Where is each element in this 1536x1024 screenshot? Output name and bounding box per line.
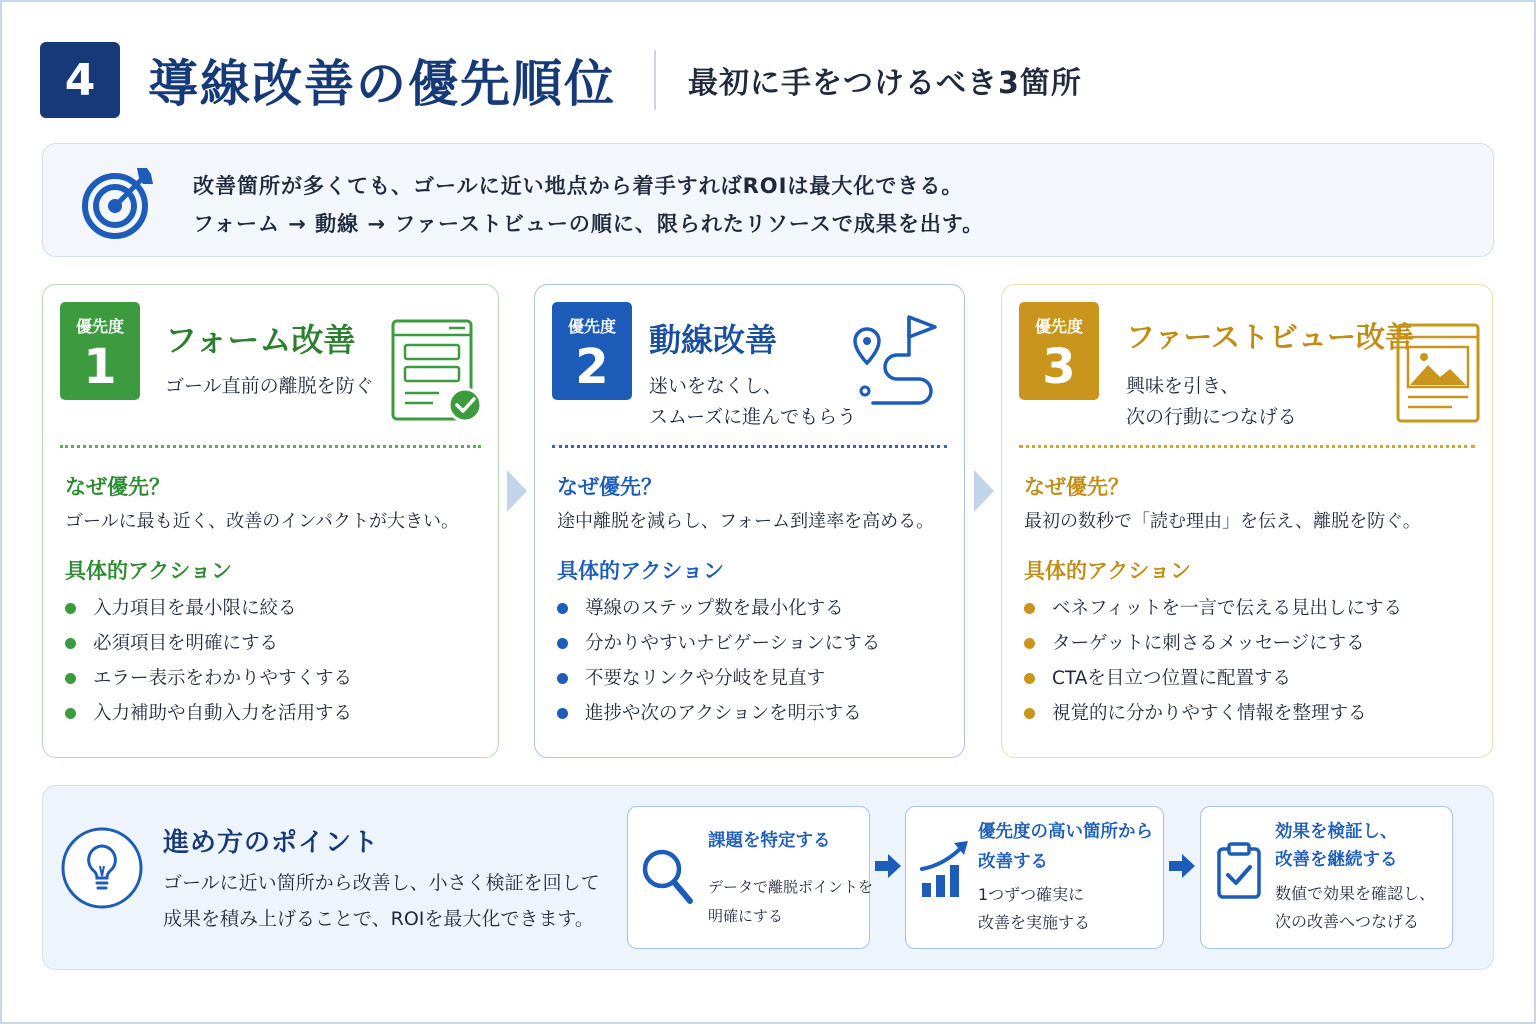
step-box-3 [1200,806,1453,949]
priority-badge-3 [1019,302,1099,400]
actions-heading: 具体的アクション [65,559,232,583]
bullet-dot [557,708,568,719]
lightbulb-icon [60,826,144,910]
arrow-right-icon [875,854,901,878]
why-heading: なぜ優先？ [65,475,170,499]
step-box-1 [627,806,874,949]
bullet-dot [1024,638,1035,649]
bullet-dot [1024,708,1035,719]
action-text: 入力補助や自動入力を活用する [93,702,353,724]
dotted-divider [552,445,947,448]
step-text-line-1: 1つずつ確実に [978,885,1085,904]
step-heading-line-1: 優先度の高い箇所から [978,822,1153,842]
actions-heading: 具体的アクション [1024,559,1191,583]
why-heading: なぜ優先？ [1024,475,1129,499]
priority-number: 1 [83,339,117,395]
list-item [65,696,352,731]
list-item [1024,591,1402,626]
step-heading: 課題を特定する [708,831,831,851]
title-divider [654,50,656,110]
bullet-dot [557,603,568,614]
form-check-icon [389,315,483,427]
approach-line-1: ゴールに近い箇所から改善し、小さく検証を回して [163,872,600,894]
priority-card-1 [42,284,499,758]
why-text: ゴールに最も近く、改善のインパクトが大きい。 [65,511,460,532]
intro-line-1: 改善箇所が多くても、ゴールに近い地点から着手すればROIは最大化できる。 [193,174,964,198]
priority-number: 3 [1042,339,1076,395]
list-item [65,591,352,626]
why-text: 途中離脱を減らし、フォーム到達率を高める。 [557,511,935,532]
arrow-right-icon [1169,854,1195,878]
list-item [557,661,880,696]
dotted-divider [60,445,481,448]
card-title: 動線改善 [649,321,778,359]
priority-card-2 [534,284,965,758]
action-text: 進捗や次のアクションを明示する [585,702,862,724]
bar-chart-growth-icon [918,837,976,901]
action-list [1024,591,1402,731]
step-box-2 [905,806,1164,949]
list-item [1024,661,1402,696]
action-text: 視覚的に分かりやすく情報を整理する [1052,702,1367,724]
bullet-dot [65,673,76,684]
action-list [557,591,880,731]
webpage-image-icon [1396,323,1480,425]
magnifier-icon [640,845,696,907]
step-heading-line-1: 効果を検証し、 [1275,822,1398,842]
card-description [649,371,856,433]
priority-badge-2 [552,302,632,400]
bullet-dot [1024,673,1035,684]
why-heading: なぜ優先？ [557,475,662,499]
bullet-dot [557,673,568,684]
priority-card-3 [1001,284,1493,758]
card-desc-line-1: 興味を引き、 [1126,375,1240,397]
step-heading-line-2: 改善を継続する [1275,850,1398,870]
action-text: ベネフィットを一言で伝える見出しにする [1052,597,1403,619]
priority-number: 2 [575,339,609,395]
step-text-line-2: 次の改善へつなげる [1275,912,1420,931]
list-item [557,696,880,731]
action-list [65,591,352,731]
action-text: ターゲットに刺さるメッセージにする [1052,632,1365,654]
action-text: CTAを目立つ位置に配置する [1052,667,1291,689]
card-desc-line-1: ゴール直前の離脱を防ぐ [165,375,374,397]
bullet-dot [557,638,568,649]
actions-heading: 具体的アクション [557,559,724,583]
intro-box [42,143,1494,257]
list-item [557,591,880,626]
dotted-divider [1019,445,1475,448]
action-text: 入力項目を最小限に絞る [93,597,297,619]
intro-line-2: フォーム → 動線 → ファーストビューの順に、限られたリソースで成果を出す。 [193,212,985,236]
approach-title: 進め方のポイント [163,828,380,858]
priority-label: 優先度 [75,317,124,336]
target-icon [79,162,159,242]
why-text: 最初の数秒で「読む理由」を伝え、離脱を防ぐ。 [1024,511,1421,532]
list-item [1024,626,1402,661]
priority-label: 優先度 [1034,317,1083,336]
page-title: 導線改善の優先順位 [148,55,616,113]
chevron-right-icon [972,470,996,512]
bullet-dot [65,603,76,614]
card-title: フォーム改善 [165,321,356,359]
action-text: エラー表示をわかりやすくする [93,667,353,689]
step-text-line-1: データで離脱ポイントを [708,878,874,896]
bullet-dot [65,638,76,649]
section-number-badge: 4 [40,42,120,118]
header [40,42,1082,118]
card-desc-line-1: 迷いをなくし、 [649,375,783,397]
list-item [1024,696,1402,731]
bullet-dot [1024,603,1035,614]
action-text: 不要なリンクや分岐を見直す [585,667,826,689]
bullet-dot [65,708,76,719]
chevron-right-icon [505,470,529,512]
list-item [65,626,352,661]
card-title: ファーストビュー改善 [1126,320,1414,354]
card-desc-line-2: 次の行動につなげる [1126,406,1297,428]
action-text: 必須項目を明確にする [93,632,279,654]
card-desc-line-2: スムーズに進んでもらう [649,406,857,428]
clipboard-check-icon [1215,841,1263,901]
list-item [557,626,880,661]
card-description [1126,371,1297,433]
page-subtitle: 最初に手をつけるべき3箇所 [688,66,1082,101]
priority-label: 優先度 [567,317,616,336]
card-description [165,371,374,402]
route-flag-icon [839,311,943,411]
step-text-line-2: 改善を実施する [978,913,1091,932]
approach-panel [42,785,1494,970]
step-heading-line-2: 改善する [978,852,1048,872]
step-text-line-1: 数値で効果を確認し、 [1275,884,1436,903]
action-text: 分かりやすいナビゲーションにする [585,632,881,654]
step-text-line-2: 明確にする [708,907,784,925]
action-text: 導線のステップ数を最小化する [585,597,844,619]
approach-line-2: 成果を積み上げることで、ROIを最大化できます。 [163,908,594,930]
priority-badge-1 [60,302,140,400]
list-item [65,661,352,696]
